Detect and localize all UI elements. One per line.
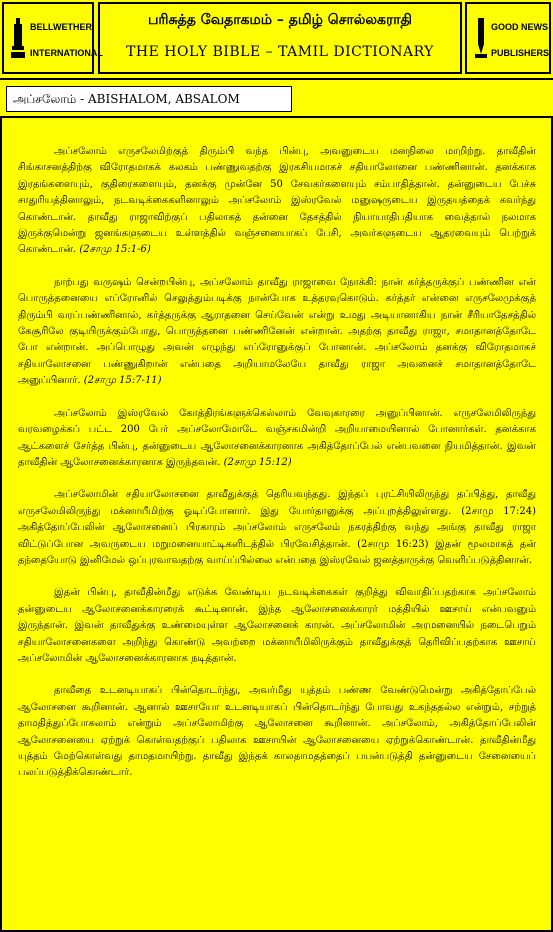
scripture-reference: (2சாமு 15:7-11) xyxy=(83,375,162,387)
paragraph-text: அப்சலோமின் சதியாலோசனை தாவீதுக்குத் தெரியவந்தது. இந்தப் புரட்சியிலிருந்து தப்பித்து, தாவீது எருசலேமிலிருந்து மக்னாயீமிற்கு ஓடிப்போனார். இது யோர்தானுக்கு அப்புறத்திலுள்ளது. (2சாமு 17:24) அகித்தோப்பேலின் ஆலோசனைப் பிரகாரம் அப்சலோம் எருசலேம் நகரத்திற்கு வந்து அங்கு தாவீது ராஜா விட்டுப்போன அவருடைய மறுமனையாட்டிகளிடத்தில் பிரவேசித்தான். (2சாமு 16:23) இதன் மூலமாகத் தன் தந்தையோடு இனிமேல் ஒப்புரவாவதற்கு வாய்ப்பில்லை என்பதை இஸ்ரவேல் ஜனத்தாருக்கு வெளிப்படுத்தினான். xyxy=(18,489,536,566)
scripture-reference: (2சாமு 15:12) xyxy=(223,456,292,468)
paragraph xyxy=(18,585,536,667)
paragraph xyxy=(18,683,536,781)
lamp-icon xyxy=(10,16,26,60)
topic-bar xyxy=(0,78,553,118)
paragraph xyxy=(18,275,536,390)
article-body xyxy=(0,118,553,932)
paragraph xyxy=(18,487,536,569)
bellwether-line1: BELLWETHER xyxy=(30,22,92,32)
paragraph xyxy=(18,406,536,472)
paragraph-text: நாற்பது வருஷம் சென்றபின்பு, அப்சலோம் தாவீது ராஜாவை நோக்கி: நான் கர்த்தருக்குப் பண்ணின என் பொருத்தனையை எப்ரோனில் செலுத்தும்படிக்கு நான்போக உத்தரவுகொடும். கர்த்தர் என்னை எருசலேமுக்குத் திரும்பி வரப்பண்ணினால், கர்த்தருக்கு ஆராதனை செய்வேன் என்று உமது அடியானாகிய நான் சீரியாதேசத்தில் கேசூரிலே குடியிருக்கும்போது, பொருத்தனை பண்ணினேன் என்றான். அதற்கு தாவீது ராஜா, சமாதானத்தோடே போ என்றான். அப்பொழுது அவன் எழுந்து எப்ரோனுக்குப் போனான். அப்சலோம் தனக்கு விரோதமாகச் சதியாலோசனை பண்ணுகிறான் என்பதை அறியாமலேயே தாவீது ராஜா அவனைச் சமாதானத்தோடே அனுப்பினார். xyxy=(18,276,536,387)
title-box xyxy=(98,2,462,74)
pen-icon xyxy=(473,16,489,60)
title-tamil: பரிசுத்த வேதாகமம் – தமிழ் சொல்லகராதி xyxy=(148,12,412,28)
good-news-line1: GOOD NEWS xyxy=(491,22,549,32)
scripture-reference: (2சாமு 15:1-6) xyxy=(79,244,151,256)
bellwether-line2: INTERNATIONAL xyxy=(30,48,103,58)
paragraph-text: தாவீதை உடனடியாகப் பின்தொடர்ந்து, அவர்மீது யுத்தம் பண்ண வேண்டுமென்று அகித்தோப்பேல் ஆலோசனை கூறினான். ஆனால் ஊசாயோ உடனடியாகப் பின்தொடர்ந்து போவது உகந்ததல்ல என்றும், சற்றுத் தாமதித்துப்போகலாம் என்றும் அப்சலோமிற்கு ஆலோசனை கூறினான். அப்சலோம், அகித்தோப்பேலின் ஆலோசனையை ஏற்றுக் கொள்வதற்குப் பதிலாக ஊசாயின் ஆலோசனையை ஏற்றுக்கொண்டான். தாவீதின்மீது யுத்தம் மேற்கொள்வது தாமதமாயிற்று. தாவீது இந்தக் காலதாமதத்தைப் பயன்படுத்தி தன்னுடைய சேனையைப் பலப்படுத்திக்கொண்டார். xyxy=(18,685,536,779)
good-news-line2: PUBLISHERS xyxy=(491,48,550,58)
title-english: THE HOLY BIBLE – TAMIL DICTIONARY xyxy=(126,44,434,60)
paragraph-text: இதன் பின்பு, தாவீதின்மீது எடுக்க வேண்டிய நடவடிக்கைகள் குறித்து விவாதிப்பதற்காக அப்சலோம் தன்னுடைய ஆலோசனைக்காரரைக் கூட்டினான். இந்த ஆலோசனைக்காரர் மத்தியில் ஊசாய் என்பவனும் இருந்தான். இவன் தாவீதுக்கு உண்மையுள்ள ஆலோசனைக் காரன். அப்சலோமின் அரமனையில் நடைபெறும் சதியாலோசனைகளை அறிந்து கொண்டு அவற்றை மக்னாயீமிலிருக்கும் தாவீதுக்குத் தெரிவிப்பதற்காக ஊசாய் அப்சலோமின் ஆலோசனைக்காரனாக நடித்தான். xyxy=(18,587,536,664)
bellwether-logo xyxy=(2,2,103,74)
paragraph xyxy=(18,144,536,259)
topic-tamil: அப்சலோம் xyxy=(13,92,77,106)
header xyxy=(0,0,553,78)
paragraph-text: அப்சலோம் இஸ்ரவேல் கோத்திரங்களுக்கெல்லாம் வேவுகாரரை அனுப்பினான். எருசலேமிலிருந்து வரவழைக்கப் பட்ட 200 பேர் அப்சலோமோடே வஞ்சகமின்றி அறியாமையினால் போனார்கள். தனக்காக ஆட்களைச் சேர்த்த பின்பு, தன்னுடைய ஆலோசனைக்காரனாக அகித்தோப்பேல் என்பவனை நியமித்தான். இவன் தாவீதின் ஆலோசனைக்காரனாக இருந்தவன். xyxy=(18,407,536,468)
topic-label xyxy=(6,86,292,112)
topic-english: ABISHALOM, ABSALOM xyxy=(88,92,240,106)
paragraph-text: அப்சலோம் எருசலேமிற்குத் திரும்பி வந்த பின்பு, அவனுடைய மனநிலை மாறிற்று. தாவீதின் சிங்காசனத்திற்கு விரோதமாகக் கலகம் பண்ணுவதற்கு இரகசியமாகச் சதியாலோனை பண்ணினான். தனக்காக இரதங்களையும், குதிரைகளையும், தனக்கு முன்னே 50 சேவகர்களையும் சம்பாதித்தான். தன்னுடைய பேச்சு சாதுரியத்தினாலும், நடவடிக்கைகளினாலும் அப்சலோம் இஸ்ரவேல் மனுஷருடைய இருதயத்தைக் கவர்ந்து கொண்டான். தாவீது ராஜாவிற்குப் பதிலாகத் தன்னை தேசத்தில் நியாயாதிபதியாக வைத்தால் நலமாக இருக்குமென்று ஜனங்களுடைய உள்ளத்தில் வஞ்சனையாகப் பேசி, அவர்களுடைய ஆதரவையும் பெற்றுக் கொண்டான். xyxy=(18,146,536,256)
good-news-logo xyxy=(465,2,551,74)
topic-separator: - xyxy=(76,92,89,106)
